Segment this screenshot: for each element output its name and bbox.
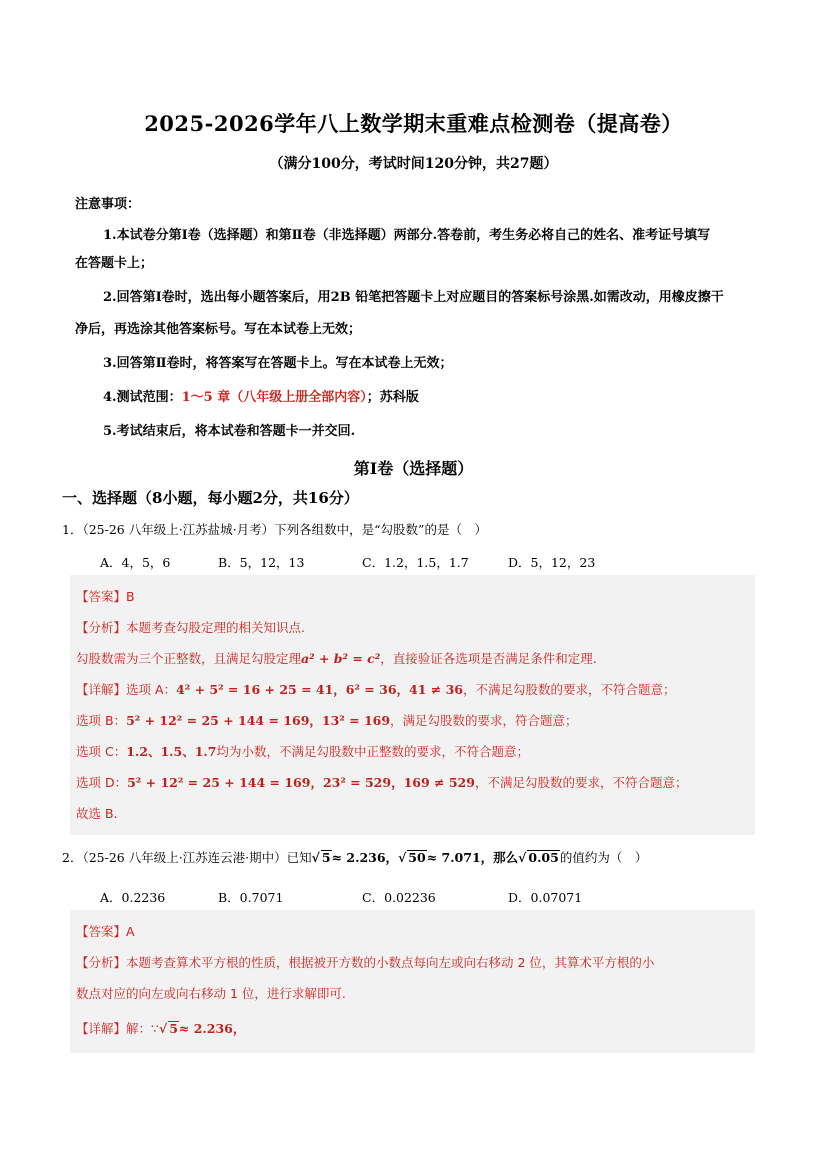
q2-approx-1: ≈ 2.236， xyxy=(331,850,399,865)
q1-detail-label: 【详解】 xyxy=(76,682,127,697)
q2-analysis-text-1: 本题考查算术平方根的性质，根据被开方数的小数点每向左或向右移动 2 位，其算术平方根的小 xyxy=(126,955,655,970)
q1-detail-d-text: ，不满足勾股数的要求，不符合题意； xyxy=(474,775,688,790)
q1-detail-b-text: ，满足勾股数的要求，符合题意； xyxy=(390,713,578,728)
question-2-stem: 2．（25-26 八年级上·江苏连云港·期中）已知√ 5≈ 2.236，√ 50≈ 7.071，那么√ 0.05的值约为（ ） xyxy=(62,850,648,865)
q1-detail-d-math: 5² + 12² = 25 + 144 = 169，23² = 529，169 ≠ 529 xyxy=(127,775,475,790)
test-range-highlight: 1～5 章（八年级上册全部内容） xyxy=(181,390,367,405)
q1-analysis-line-1 xyxy=(76,612,749,643)
q1-analysis-text-2b: ，直接验证各选项是否满足条件和定理. xyxy=(380,651,597,666)
part-title: 一、选择题（8小题，每小题2分，共16分） xyxy=(62,489,359,507)
notice-item-1b: 在答题卡上； xyxy=(75,256,154,271)
q2-option-a: A．0.2236 xyxy=(100,890,166,905)
q2-answer: 【答案】A xyxy=(76,924,135,939)
q2-stem-b: 的值约为（ ） xyxy=(559,850,648,865)
q1-analysis-text-2a: 勾股数需为三个正整数，且满足勾股定理 xyxy=(76,651,302,666)
q2-option-c: C．0.02236 xyxy=(362,890,436,905)
q1-detail-a-prefix: 选项 A： xyxy=(126,682,177,697)
question-2-solution xyxy=(70,910,755,1053)
pythagorean-formula: a² + b² = c² xyxy=(301,651,381,666)
q2-stem-a: 2．（25-26 八年级上·江苏连云港·期中）已知 xyxy=(62,850,312,865)
question-1-stem: 1．（25-26 八年级上·江苏盐城·月考）下列各组数中，是“勾股数”的是（ ） xyxy=(62,522,487,537)
q1-detail-c xyxy=(76,736,749,767)
section-title: 第Ⅰ卷（选择题） xyxy=(353,459,474,478)
q1-detail-c-math: 1.2、1.5、1.7 xyxy=(126,744,217,759)
page-title: 2025-2026学年八上数学期末重难点检测卷（提高卷） xyxy=(144,111,683,136)
q1-conclusion: 故选 B. xyxy=(76,806,118,821)
q1-option-b: B．5，12，13 xyxy=(218,555,305,570)
notice-item-1a: 1.本试卷分第Ⅰ卷（选择题）和第Ⅱ卷（非选择题）两部分.答卷前，考生务必将自己的姓名、准考证号填写 xyxy=(103,228,711,243)
q2-analysis-line-1 xyxy=(76,947,749,978)
q2-detail: 【详解】解：∵√ 5≈ 2.236， xyxy=(76,1021,246,1036)
notice-item-4-prefix: 4.测试范围： xyxy=(103,390,182,405)
q1-analysis-text-1: 本题考查勾股定理的相关知识点. xyxy=(126,620,305,635)
q1-detail-c-text: 均为小数，不满足勾股数中正整数的要求，不符合题意； xyxy=(216,744,529,759)
q1-analysis-label: 【分析】 xyxy=(76,620,127,635)
q1-detail-b xyxy=(76,705,749,736)
page-subtitle: （满分100分，考试时间120分钟，共27题） xyxy=(269,156,558,172)
q2-sqrt-3: 0.05 xyxy=(528,850,559,865)
q1-detail-b-prefix: 选项 B： xyxy=(76,713,127,728)
q2-sqrt-2: 50 xyxy=(408,850,426,865)
q1-answer: 【答案】B xyxy=(76,589,135,604)
q2-option-d: D．0.07071 xyxy=(508,890,583,905)
notice-item-4 xyxy=(75,384,795,412)
notice-item-4-suffix: ；苏科版 xyxy=(366,390,419,405)
q1-detail-d xyxy=(76,767,749,798)
q2-detail-label: 【详解】 xyxy=(76,1021,127,1036)
question-1-solution xyxy=(70,575,755,835)
q1-detail-a-math: 4² + 5² = 16 + 25 = 41，6² = 36，41 ≠ 36 xyxy=(176,682,463,697)
q2-approx-2: ≈ 7.071，那么 xyxy=(426,850,519,865)
q2-sqrt-1: 5 xyxy=(321,850,331,865)
q1-detail-d-prefix: 选项 D： xyxy=(76,775,128,790)
q1-analysis-line-2 xyxy=(76,643,749,674)
q1-detail-a-text: ，不满足勾股数的要求，不符合题意； xyxy=(463,682,676,697)
notice-item-5: 5.考试结束后，将本试卷和答题卡一并交回. xyxy=(103,424,356,439)
notice-heading: 注意事项： xyxy=(75,197,141,212)
q1-detail-b-math: 5² + 12² = 25 + 144 = 169，13² = 169 xyxy=(126,713,391,728)
q1-detail-c-prefix: 选项 C： xyxy=(76,744,127,759)
q1-detail-a xyxy=(76,674,749,705)
notice-list xyxy=(75,222,795,446)
notice-item-2b: 净后，再选涂其他答案标号。写在本试卷上无效； xyxy=(75,322,362,337)
q2-analysis-line-2: 数点对应的向左或向右移动 1 位，进行求解即可. xyxy=(76,986,346,1001)
q2-detail-approx: ≈ 2.236， xyxy=(178,1021,246,1036)
q2-detail-sqrt: 5 xyxy=(169,1021,178,1036)
q2-option-b: B．0.7071 xyxy=(218,890,284,905)
q1-option-c: C．1.2，1.5，1.7 xyxy=(362,555,469,570)
notice-item-3: 3.回答第Ⅱ卷时，将答案写在答题卡上。写在本试卷上无效； xyxy=(103,356,453,371)
q2-analysis-label: 【分析】 xyxy=(76,955,127,970)
notice-item-2a: 2.回答第Ⅰ卷时，选出每小题答案后，用2B 铅笔把答题卡上对应题目的答案标号涂黑.如需改动，用橡皮擦干 xyxy=(103,290,724,305)
q2-detail-text: 解：∵ xyxy=(126,1021,159,1036)
q1-option-a: A．4，5，6 xyxy=(100,555,171,570)
q1-option-d: D．5，12，23 xyxy=(508,555,596,570)
